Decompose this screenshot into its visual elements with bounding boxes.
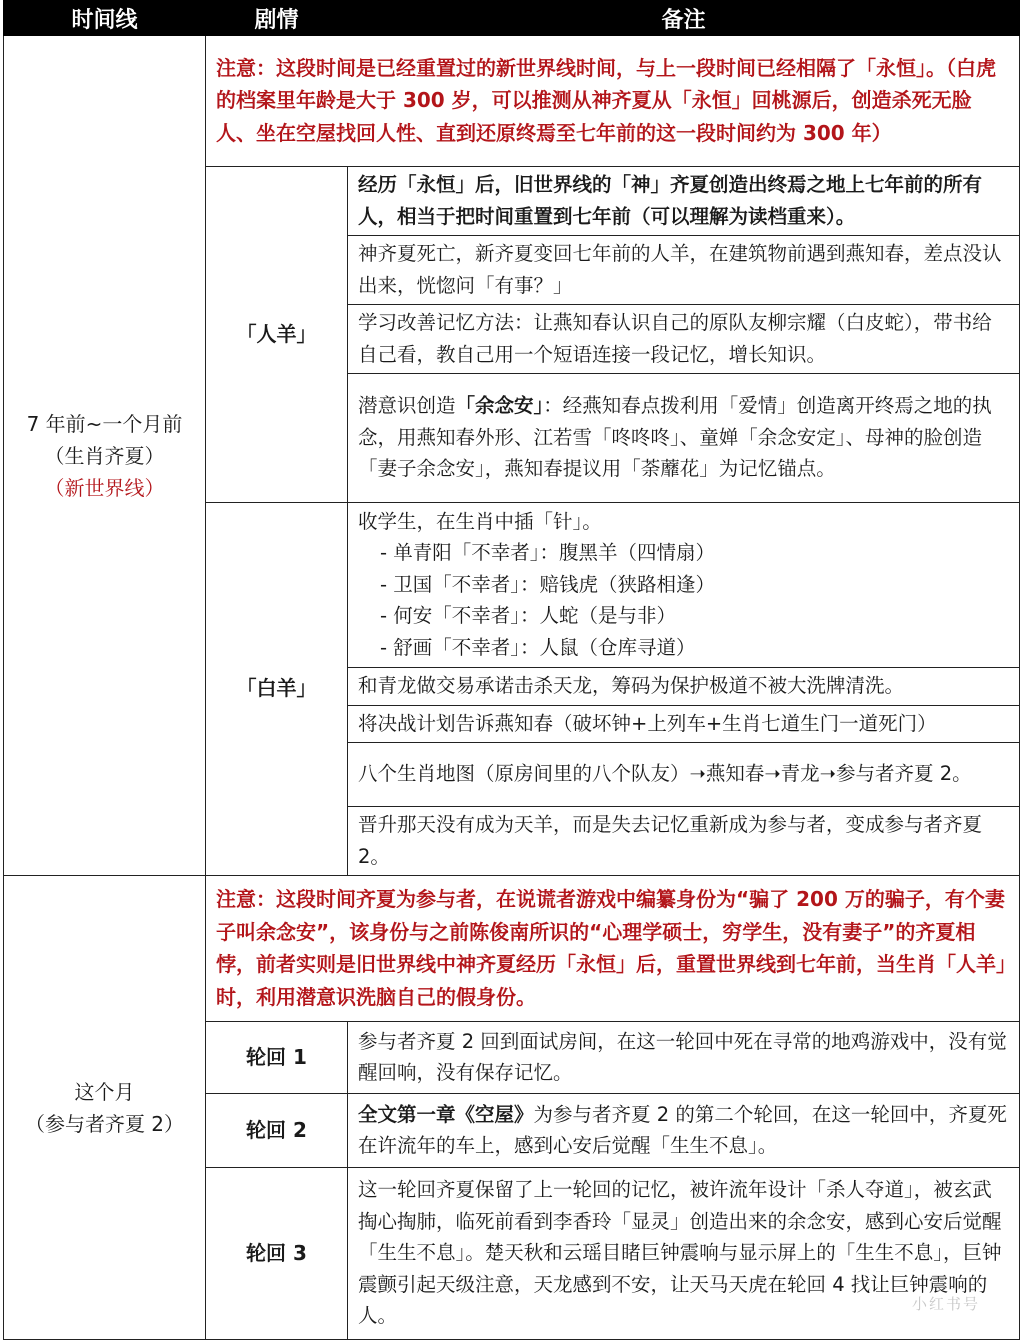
loop-note bbox=[348, 1022, 1020, 1094]
student-list-item: - 舒画「不幸者」：人鼠（仓库寻道） bbox=[380, 635, 696, 659]
baiyang-note-1 bbox=[348, 503, 1020, 668]
section2-timeline-line1: 这个月 bbox=[74, 1079, 135, 1104]
renyang-note-4-pre: 潜意识创造 bbox=[358, 394, 456, 418]
section1-timeline-line3: （新世界线） bbox=[44, 475, 165, 500]
document-page bbox=[3, 0, 1019, 1340]
watermark: 小红书号 bbox=[911, 1295, 980, 1313]
student-list-item: - 单青阳「不幸者」：腹黑羊（四情扇） bbox=[380, 541, 715, 565]
section2-warning-row bbox=[4, 876, 1020, 1022]
section1-timeline-cell bbox=[4, 36, 206, 876]
section1-warning-note: 注意：这段时间是已经重置过的新世界线时间，与上一段时间已经相隔了「永恒」。（白虎的档案里年龄是大于 300 岁，可以推测从神齐夏从「永恒」回桃源后，创造杀死无脸人、坐在空屋找回人性、直到还原终焉至七年前的这一段时间约为 300 年） bbox=[206, 36, 1020, 167]
loop-label: 轮回 1 bbox=[206, 1022, 348, 1094]
loop-note-text: 这一轮回齐夏保留了上一轮回的记忆，被许流年设计「杀人夺道」，被玄武掏心掏肺，临死前看到李香玲「显灵」创造出来的余念安，感到心安后觉醒「生生不息」。楚天秋和云瑶目睹巨钟震响与显示屏上的「生生不息」，巨钟震颤引起天级注意，天龙感到不安，让天马天虎在轮回 4 找让巨钟震响的人。 bbox=[358, 1178, 1002, 1328]
baiyang-note-2: 和青龙做交易承诺击杀天龙，筹码为保护极道不被大洗牌清洗。 bbox=[348, 668, 1020, 706]
section2-warning-note: 注意：这段时间齐夏为参与者，在说谎者游戏中编纂身份为“骗了 200 万的骗子，有个妻子叫余念安”，该身份与之前陈俊南所识的“心理学硕士，穷学生，没有妻子”的齐夏相悖，前者实则是旧世界线中神齐夏经历「永恒」后，重置世界线到七年前，当生肖「人羊」时，利用潜意识洗脑自己的假身份。 bbox=[206, 876, 1020, 1022]
renyang-note-1: 经历「永恒」后，旧世界线的「神」齐夏创造出终焉之地上七年前的所有人，相当于把时间重置到七年前（可以理解为读档重来）。 bbox=[348, 167, 1020, 236]
loop-note-bold: 全文第一章《空屋》 bbox=[358, 1102, 534, 1126]
loop-note-text: 参与者齐夏 2 回到面试房间，在这一轮回中死在寻常的地鸡游戏中，没有觉醒回响，没有保存记忆。 bbox=[358, 1029, 1007, 1084]
header-notes: 备注 bbox=[348, 1, 1020, 36]
student-list-item: - 何安「不幸者」：人蛇（是与非） bbox=[380, 604, 676, 628]
plot-baiyang-label: 「白羊」 bbox=[206, 503, 348, 876]
section1-warning-row bbox=[4, 36, 1020, 167]
baiyang-note-3: 将决战计划告诉燕知春（破坏钟+上列车+生肖七道生门一道死门） bbox=[348, 705, 1020, 743]
header-plot: 剧情 bbox=[206, 1, 348, 36]
plot-renyang-label: 「人羊」 bbox=[206, 167, 348, 503]
section2-timeline-line2: （参与者齐夏 2） bbox=[24, 1111, 185, 1136]
section1-timeline-line1: 7 年前~一个月前 bbox=[26, 411, 183, 436]
loop-note-text: 为参与者齐夏 2 的第二个轮回，在这一轮回中，齐夏死在许流年的车上，感到心安后觉醒「生生不息」。 bbox=[358, 1102, 1007, 1157]
section2-timeline-cell bbox=[4, 876, 206, 1340]
renyang-note-4-post: ：经燕知春点拨利用「爱情」创造离开终焉之地的执念，用燕知春外形、江若雪「咚咚咚」、童婵「余念安定」、母神的脸创造「妻子余念安」，燕知春提议用「荼蘼花」为记忆锚点。 bbox=[358, 394, 992, 481]
header-timeline: 时间线 bbox=[4, 1, 206, 36]
renyang-note-3: 学习改善记忆方法：让燕知春认识自己的原队友柳宗耀（白皮蛇），带书给自己看，教自己用一个短语连接一段记忆，增长知识。 bbox=[348, 305, 1020, 374]
renyang-note-2: 神齐夏死亡，新齐夏变回七年前的人羊，在建筑物前遇到燕知春，差点没认出来，恍惚问「有事？」 bbox=[348, 236, 1020, 305]
baiyang-note-5: 晋升那天没有成为天羊，而是失去记忆重新成为参与者，变成参与者齐夏 2。 bbox=[348, 807, 1020, 876]
baiyang-note-1-head: 收学生，在生肖中插「针」。 bbox=[358, 509, 602, 533]
loop-label: 轮回 3 bbox=[206, 1168, 348, 1340]
section1-timeline-line2: （生肖齐夏） bbox=[44, 443, 165, 468]
timeline-table bbox=[3, 0, 1020, 1340]
loop-note bbox=[348, 1094, 1020, 1168]
renyang-note-4-bold: 「余念安」 bbox=[455, 394, 544, 418]
student-list-item: - 卫国「不幸者」：赔钱虎（狭路相逢） bbox=[380, 572, 715, 596]
baiyang-note-4: 八个生肖地图（原房间里的八个队友）➝燕知春➝青龙➝参与者齐夏 2。 bbox=[348, 743, 1020, 807]
loop-label: 轮回 2 bbox=[206, 1094, 348, 1168]
table-header-row bbox=[4, 1, 1020, 36]
renyang-note-4 bbox=[348, 374, 1020, 503]
